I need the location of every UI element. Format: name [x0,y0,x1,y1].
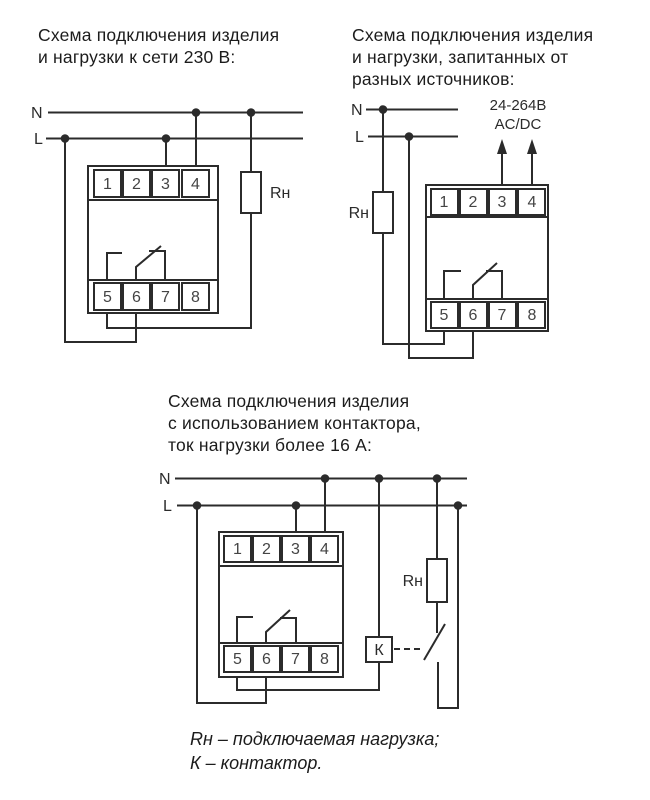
diagram3-title-line1: Схема подключения изделия [168,391,410,411]
arrow-up-icon [527,139,537,154]
n-line-label: N [351,102,363,119]
switch-to-l-wire [438,506,458,709]
load-label: Rн [270,185,291,202]
n-line-label: N [31,105,43,122]
terminal-number: 3 [497,194,507,211]
terminal-number: 5 [103,289,112,306]
terminal-number: 7 [291,651,300,668]
load-label: Rн [402,573,423,590]
arrow-up-icon [497,139,507,154]
l-line-label: L [34,131,43,148]
terminal-number: 1 [103,176,112,193]
legend-load-line: Rн – подключаемая нагрузка; [190,729,440,749]
diagram2-title-line1: Схема подключения изделия [352,25,594,45]
switch-blade [424,624,445,660]
terminal-number: 4 [320,541,329,558]
load-resistor [241,172,261,213]
n-line-label: N [159,471,171,488]
l-line-label: L [163,498,172,515]
contactor-label: К [374,642,384,659]
terminal-number: 6 [132,289,141,306]
load-resistor [373,192,393,233]
terminal-number: 3 [291,541,300,558]
diagram2-title-line2: и нагрузки, запитанных от [352,47,569,67]
diagram-230v [31,105,303,342]
diagram2-title-line3: разных источников: [352,69,515,89]
terminal-number: 2 [132,176,141,193]
terminal-number: 5 [233,651,242,668]
load-resistor [427,559,447,602]
l-line-label: L [355,129,364,146]
terminal-number: 4 [191,176,200,193]
terminal-number: 7 [497,307,507,324]
terminal-number: 3 [161,176,170,193]
diagram3-title-line3: ток нагрузки более 16 А: [168,435,373,455]
legend [190,727,439,775]
terminal-number: 2 [262,541,271,558]
supply-voltage-label: 24-264В [489,97,547,114]
terminal-number: 8 [527,307,537,324]
diagram-dual-source [349,97,548,358]
diagram1-title-line1: Схема подключения изделия [38,25,280,45]
diagram3-title-line2: с использованием контактора, [168,413,421,433]
terminal-number: 1 [439,194,449,211]
terminal-number: 5 [439,307,449,324]
terminal-number: 8 [191,289,200,306]
terminal-number: 2 [468,194,478,211]
terminal-number: 6 [468,307,478,324]
terminal-number: 7 [161,289,170,306]
legend-contactor-line: К – контактор. [190,753,323,773]
diagram1-title-line2: и нагрузки к сети 230 В: [38,47,236,67]
terminal-number: 8 [320,651,329,668]
terminal-number: 4 [527,194,537,211]
terminal-number: 1 [233,541,242,558]
diagram-contactor [159,471,467,708]
terminal-number: 6 [262,651,271,668]
supply-type-label: AC/DC [494,116,542,133]
load-label: Rн [348,205,369,222]
